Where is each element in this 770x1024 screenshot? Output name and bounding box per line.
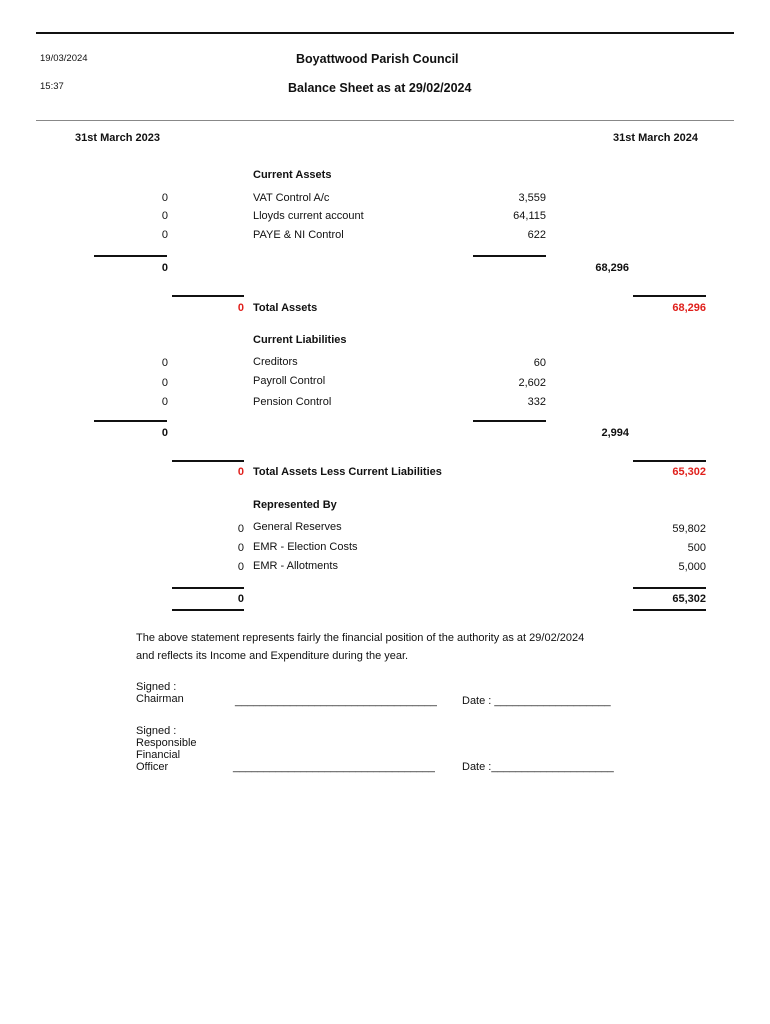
reserves-total-prior: 0 [237,593,244,605]
asset-row-value: 3,559 [518,192,546,204]
reserve-row-value: 5,000 [678,561,706,573]
column-heading-prior: 31st March 2023 [75,132,160,144]
liability-row-label: Creditors [253,356,298,368]
asset-row-label: VAT Control A/c [253,192,330,204]
liabilities-subtotal: 2,994 [601,427,629,439]
assets-subtotal: 68,296 [595,262,629,274]
liability-row-value: 332 [527,396,546,408]
total-rule [633,587,706,589]
top-rule [36,32,734,34]
net-assets-value: 65,302 [672,466,706,478]
asset-row-label: Lloyds current account [253,210,364,222]
total-assets-value: 68,296 [672,302,706,314]
chairman-signature-line[interactable]: _________________________________ [235,695,437,707]
total-rule [172,460,244,462]
net-assets-prior: 0 [237,466,244,478]
reserves-total: 65,302 [672,593,706,605]
reserve-row-value: 500 [687,542,706,554]
reserve-row-label: EMR - Election Costs [253,541,358,553]
asset-row-value: 64,115 [513,210,546,222]
liability-row-value: 60 [533,357,546,369]
net-assets-label: Total Assets Less Current Liabilities [253,466,442,478]
column-heading-current: 31st March 2024 [613,132,698,144]
reserve-row-label: General Reserves [253,521,342,533]
total-rule [633,295,706,297]
print-date: 19/03/2024 [40,53,88,64]
assets-subtotal-prior: 0 [161,262,168,274]
rfo-date-field[interactable]: Date :____________________ [462,761,614,773]
asset-row-prior: 0 [161,192,168,204]
reserve-row-label: EMR - Allotments [253,560,338,572]
asset-row-prior: 0 [161,210,168,222]
asset-row-value: 622 [527,229,546,241]
rfo-signature-label: Signed : Responsible Financial Officer [136,725,197,773]
statement-line-2: and reflects its Income and Expenditure during the year. [136,650,409,662]
reserve-row-value: 59,802 [672,523,706,535]
subtotal-rule [473,420,546,422]
total-rule [633,460,706,462]
total-assets-prior: 0 [237,302,244,314]
liability-row-prior: 0 [161,357,168,369]
liability-row-prior: 0 [161,396,168,408]
page-title: Balance Sheet as at 29/02/2024 [288,81,472,95]
reserve-row-prior: 0 [237,523,244,535]
reserve-row-prior: 0 [237,561,244,573]
section-heading-current-liabilities: Current Liabilities [253,334,347,346]
asset-row-prior: 0 [161,229,168,241]
subtotal-rule [94,420,167,422]
double-rule [172,609,244,611]
liability-row-value: 2,602 [518,377,546,389]
liability-row-label: Pension Control [253,396,332,408]
rfo-signature-line[interactable]: _________________________________ [233,761,435,773]
print-time: 15:37 [40,81,64,92]
double-rule [633,609,706,611]
subtotal-rule [473,255,546,257]
chairman-signature-label: Signed : Chairman [136,681,184,705]
section-heading-current-assets: Current Assets [253,169,332,181]
council-name: Boyattwood Parish Council [296,52,459,66]
total-rule [172,587,244,589]
total-assets-label: Total Assets [253,302,318,314]
liability-row-label: Payroll Control [253,375,326,387]
asset-row-label: PAYE & NI Control [253,229,344,241]
statement-line-1: The above statement represents fairly the financial position of the authority as at 29/02/2024 [136,632,585,644]
reserve-row-prior: 0 [237,542,244,554]
liabilities-subtotal-prior: 0 [161,427,168,439]
subtotal-rule [94,255,167,257]
chairman-date-field[interactable]: Date : ___________________ [462,695,611,707]
total-rule [172,295,244,297]
header-rule [36,120,734,121]
section-heading-represented-by: Represented By [253,499,337,511]
liability-row-prior: 0 [161,377,168,389]
